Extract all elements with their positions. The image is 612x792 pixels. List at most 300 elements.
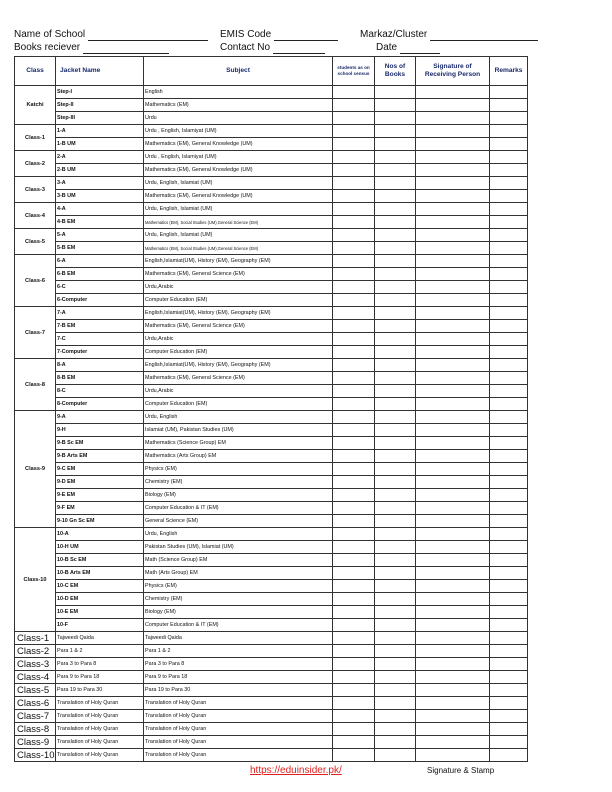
- students-cell[interactable]: [333, 736, 375, 749]
- signature-cell[interactable]: [416, 489, 490, 502]
- signature-cell[interactable]: [416, 190, 490, 203]
- jacket-cell: 7-Computer: [56, 346, 144, 359]
- col-header-class: Class: [15, 57, 56, 86]
- col-header-books: Nos of Books: [375, 57, 416, 86]
- books-cell[interactable]: [375, 749, 416, 762]
- signature-cell[interactable]: [416, 658, 490, 671]
- signature-cell[interactable]: [416, 619, 490, 632]
- students-cell[interactable]: [333, 424, 375, 437]
- header-row-1: [14, 28, 554, 41]
- class-cell: Class-7: [15, 710, 56, 723]
- table-body: [15, 86, 528, 762]
- subject-cell: Translation of Holy Quran: [144, 749, 333, 762]
- books-cell[interactable]: [375, 268, 416, 281]
- remarks-cell[interactable]: [490, 203, 528, 216]
- contact-field[interactable]: [220, 41, 376, 54]
- remarks-cell[interactable]: [490, 86, 528, 99]
- remarks-cell[interactable]: [490, 593, 528, 606]
- remarks-cell[interactable]: [490, 229, 528, 242]
- table-row: [15, 151, 528, 164]
- remarks-cell[interactable]: [490, 385, 528, 398]
- table-row: [15, 242, 528, 255]
- books-cell[interactable]: [375, 333, 416, 346]
- jacket-cell: Para 9 to Para 18: [56, 671, 144, 684]
- jacket-cell: 9-D EM: [56, 476, 144, 489]
- remarks-cell[interactable]: [490, 255, 528, 268]
- signature-cell[interactable]: [416, 671, 490, 684]
- books-cell[interactable]: [375, 489, 416, 502]
- jacket-cell: 2-A: [56, 151, 144, 164]
- books-cell[interactable]: [375, 697, 416, 710]
- table-row: [15, 333, 528, 346]
- remarks-cell[interactable]: [490, 99, 528, 112]
- students-cell[interactable]: [333, 684, 375, 697]
- books-cell[interactable]: [375, 736, 416, 749]
- books-cell[interactable]: [375, 242, 416, 255]
- table-row: [15, 632, 528, 645]
- jacket-cell: 2-B UM: [56, 164, 144, 177]
- signature-cell[interactable]: [416, 229, 490, 242]
- books-cell[interactable]: [375, 606, 416, 619]
- table-row: [15, 489, 528, 502]
- signature-cell[interactable]: [416, 411, 490, 424]
- books-cell[interactable]: [375, 684, 416, 697]
- class-cell: Class-3: [15, 658, 56, 671]
- jacket-cell: 7-A: [56, 307, 144, 320]
- jacket-cell: 8-B EM: [56, 372, 144, 385]
- books-cell[interactable]: [375, 346, 416, 359]
- signature-cell[interactable]: [416, 242, 490, 255]
- books-cell[interactable]: [375, 138, 416, 151]
- subject-cell: Para 1 & 2: [144, 645, 333, 658]
- students-cell[interactable]: [333, 333, 375, 346]
- remarks-cell[interactable]: [490, 320, 528, 333]
- books-cell[interactable]: [375, 203, 416, 216]
- emis-field[interactable]: [220, 28, 360, 41]
- jacket-cell: 9-B Sc EM: [56, 437, 144, 450]
- jacket-cell: 10-D EM: [56, 593, 144, 606]
- table-row: [15, 606, 528, 619]
- remarks-cell[interactable]: [490, 112, 528, 125]
- class-cell: Class-5: [15, 684, 56, 697]
- students-cell[interactable]: [333, 281, 375, 294]
- table-row: [15, 710, 528, 723]
- subject-cell: Math (Science Group) EM: [144, 554, 333, 567]
- table-header-row: [15, 57, 528, 86]
- table-row: [15, 86, 528, 99]
- signature-cell[interactable]: [416, 528, 490, 541]
- remarks-cell[interactable]: [490, 164, 528, 177]
- books-cell[interactable]: [375, 710, 416, 723]
- signature-cell[interactable]: [416, 255, 490, 268]
- jacket-cell: 9-E EM: [56, 489, 144, 502]
- table-row: [15, 463, 528, 476]
- signature-cell[interactable]: [416, 294, 490, 307]
- books-cell[interactable]: [375, 424, 416, 437]
- signature-cell[interactable]: [416, 723, 490, 736]
- class-cell: Class-9: [15, 411, 56, 528]
- signature-cell[interactable]: [416, 710, 490, 723]
- remarks-cell[interactable]: [490, 333, 528, 346]
- students-cell[interactable]: [333, 515, 375, 528]
- books-cell[interactable]: [375, 255, 416, 268]
- books-cell[interactable]: [375, 398, 416, 411]
- signature-cell[interactable]: [416, 502, 490, 515]
- books-cell[interactable]: [375, 541, 416, 554]
- books-table: [14, 56, 528, 762]
- students-cell[interactable]: [333, 138, 375, 151]
- remarks-cell[interactable]: [490, 346, 528, 359]
- table-row: [15, 671, 528, 684]
- signature-cell[interactable]: [416, 736, 490, 749]
- table-row: [15, 255, 528, 268]
- remarks-cell[interactable]: [490, 567, 528, 580]
- students-cell[interactable]: [333, 242, 375, 255]
- books-cell[interactable]: [375, 476, 416, 489]
- students-cell[interactable]: [333, 697, 375, 710]
- students-cell[interactable]: [333, 671, 375, 684]
- students-cell[interactable]: [333, 593, 375, 606]
- table-row: [15, 203, 528, 216]
- jacket-cell: 6-C: [56, 281, 144, 294]
- col-header-subject: Subject: [144, 57, 333, 86]
- books-cell[interactable]: [375, 567, 416, 580]
- signature-cell[interactable]: [416, 645, 490, 658]
- remarks-cell[interactable]: [490, 138, 528, 151]
- class-cell: Class-2: [15, 151, 56, 177]
- jacket-cell: 8-A: [56, 359, 144, 372]
- jacket-cell: 7-C: [56, 333, 144, 346]
- students-cell[interactable]: [333, 398, 375, 411]
- signature-cell[interactable]: [416, 697, 490, 710]
- students-cell[interactable]: [333, 320, 375, 333]
- signature-cell[interactable]: [416, 632, 490, 645]
- receiver-field[interactable]: [14, 41, 220, 54]
- jacket-cell: 6-A: [56, 255, 144, 268]
- books-cell[interactable]: [375, 580, 416, 593]
- books-cell[interactable]: [375, 177, 416, 190]
- jacket-cell: 10-B Sc EM: [56, 554, 144, 567]
- students-cell[interactable]: [333, 255, 375, 268]
- books-cell[interactable]: [375, 86, 416, 99]
- remarks-cell[interactable]: [490, 411, 528, 424]
- table-row: [15, 216, 528, 229]
- signature-cell[interactable]: [416, 99, 490, 112]
- books-cell[interactable]: [375, 216, 416, 229]
- signature-cell[interactable]: [416, 112, 490, 125]
- books-cell[interactable]: [375, 125, 416, 138]
- signature-cell[interactable]: [416, 125, 490, 138]
- signature-cell[interactable]: [416, 515, 490, 528]
- books-cell[interactable]: [375, 515, 416, 528]
- signature-cell[interactable]: [416, 450, 490, 463]
- subject-cell: Computer Education & IT (EM): [144, 619, 333, 632]
- remarks-cell[interactable]: [490, 606, 528, 619]
- students-cell[interactable]: [333, 99, 375, 112]
- students-cell[interactable]: [333, 463, 375, 476]
- books-cell[interactable]: [375, 359, 416, 372]
- signature-cell[interactable]: [416, 268, 490, 281]
- books-cell[interactable]: [375, 593, 416, 606]
- markaz-line: [430, 30, 538, 41]
- remarks-cell[interactable]: [490, 645, 528, 658]
- jacket-cell: 9-H: [56, 424, 144, 437]
- books-cell[interactable]: [375, 450, 416, 463]
- remarks-cell[interactable]: [490, 463, 528, 476]
- books-cell[interactable]: [375, 437, 416, 450]
- remarks-cell[interactable]: [490, 723, 528, 736]
- jacket-cell: 6-Computer: [56, 294, 144, 307]
- table-row: [15, 268, 528, 281]
- students-cell[interactable]: [333, 619, 375, 632]
- jacket-cell: 4-B EM: [56, 216, 144, 229]
- books-cell[interactable]: [375, 645, 416, 658]
- signature-cell[interactable]: [416, 567, 490, 580]
- markaz-field[interactable]: [360, 28, 554, 41]
- remarks-cell[interactable]: [490, 671, 528, 684]
- students-cell[interactable]: [333, 437, 375, 450]
- students-cell[interactable]: [333, 580, 375, 593]
- books-cell[interactable]: [375, 151, 416, 164]
- remarks-cell[interactable]: [490, 268, 528, 281]
- subject-cell: English,Islamiat(UM), History (EM), Geography (EM): [144, 255, 333, 268]
- remarks-cell[interactable]: [490, 281, 528, 294]
- books-cell[interactable]: [375, 658, 416, 671]
- remarks-cell[interactable]: [490, 398, 528, 411]
- subject-cell: Translation of Holy Quran: [144, 723, 333, 736]
- remarks-cell[interactable]: [490, 476, 528, 489]
- subject-cell: Urdu , English, Islamiyat (UM): [144, 125, 333, 138]
- table-row: [15, 502, 528, 515]
- class-cell: Class-8: [15, 359, 56, 411]
- students-cell[interactable]: [333, 229, 375, 242]
- school-field[interactable]: [14, 28, 220, 41]
- remarks-cell[interactable]: [490, 489, 528, 502]
- books-cell[interactable]: [375, 463, 416, 476]
- students-cell[interactable]: [333, 86, 375, 99]
- books-cell[interactable]: [375, 619, 416, 632]
- remarks-cell[interactable]: [490, 658, 528, 671]
- jacket-cell: Para 19 to Para 30: [56, 684, 144, 697]
- table-row: [15, 385, 528, 398]
- signature-cell[interactable]: [416, 437, 490, 450]
- students-cell[interactable]: [333, 658, 375, 671]
- students-cell[interactable]: [333, 606, 375, 619]
- signature-cell[interactable]: [416, 593, 490, 606]
- books-cell[interactable]: [375, 164, 416, 177]
- class-cell: Class-5: [15, 229, 56, 255]
- signature-cell[interactable]: [416, 320, 490, 333]
- signature-cell[interactable]: [416, 541, 490, 554]
- subject-cell: Urdu , English, Islamiyat (UM): [144, 151, 333, 164]
- students-cell[interactable]: [333, 268, 375, 281]
- books-cell[interactable]: [375, 190, 416, 203]
- subject-cell: Computer Education (EM): [144, 294, 333, 307]
- signature-cell[interactable]: [416, 151, 490, 164]
- students-cell[interactable]: [333, 411, 375, 424]
- students-cell[interactable]: [333, 125, 375, 138]
- books-cell[interactable]: [375, 502, 416, 515]
- table-row: [15, 554, 528, 567]
- signature-cell[interactable]: [416, 138, 490, 151]
- students-cell[interactable]: [333, 164, 375, 177]
- remarks-cell[interactable]: [490, 515, 528, 528]
- signature-cell[interactable]: [416, 476, 490, 489]
- books-cell[interactable]: [375, 671, 416, 684]
- remarks-cell[interactable]: [490, 554, 528, 567]
- remarks-cell[interactable]: [490, 632, 528, 645]
- students-cell[interactable]: [333, 385, 375, 398]
- jacket-cell: 1-A: [56, 125, 144, 138]
- remarks-cell[interactable]: [490, 372, 528, 385]
- books-cell[interactable]: [375, 99, 416, 112]
- signature-cell[interactable]: [416, 177, 490, 190]
- signature-cell[interactable]: [416, 554, 490, 567]
- signature-cell[interactable]: [416, 398, 490, 411]
- books-cell[interactable]: [375, 411, 416, 424]
- remarks-cell[interactable]: [490, 710, 528, 723]
- jacket-cell: 9-10 Gn Sc EM: [56, 515, 144, 528]
- books-cell[interactable]: [375, 112, 416, 125]
- signature-cell[interactable]: [416, 424, 490, 437]
- signature-cell[interactable]: [416, 385, 490, 398]
- jacket-cell: 10-H UM: [56, 541, 144, 554]
- students-cell[interactable]: [333, 710, 375, 723]
- remarks-cell[interactable]: [490, 359, 528, 372]
- remarks-cell[interactable]: [490, 294, 528, 307]
- students-cell[interactable]: [333, 177, 375, 190]
- jacket-cell: Translation of Holy Quran: [56, 723, 144, 736]
- students-cell[interactable]: [333, 372, 375, 385]
- table-row: [15, 229, 528, 242]
- remarks-cell[interactable]: [490, 125, 528, 138]
- students-cell[interactable]: [333, 216, 375, 229]
- remarks-cell[interactable]: [490, 242, 528, 255]
- students-cell[interactable]: [333, 632, 375, 645]
- books-cell[interactable]: [375, 320, 416, 333]
- remarks-cell[interactable]: [490, 177, 528, 190]
- students-cell[interactable]: [333, 541, 375, 554]
- remarks-cell[interactable]: [490, 736, 528, 749]
- remarks-cell[interactable]: [490, 190, 528, 203]
- signature-cell[interactable]: [416, 333, 490, 346]
- school-line: [88, 30, 208, 41]
- subject-cell: Translation of Holy Quran: [144, 736, 333, 749]
- subject-cell: Physics (EM): [144, 580, 333, 593]
- remarks-cell[interactable]: [490, 528, 528, 541]
- signature-cell[interactable]: [416, 216, 490, 229]
- jacket-cell: Step-III: [56, 112, 144, 125]
- books-cell[interactable]: [375, 528, 416, 541]
- signature-cell[interactable]: [416, 749, 490, 762]
- signature-cell[interactable]: [416, 164, 490, 177]
- table-row: [15, 112, 528, 125]
- remarks-cell[interactable]: [490, 437, 528, 450]
- signature-cell[interactable]: [416, 359, 490, 372]
- signature-cell[interactable]: [416, 307, 490, 320]
- books-cell[interactable]: [375, 229, 416, 242]
- students-cell[interactable]: [333, 307, 375, 320]
- signature-cell[interactable]: [416, 606, 490, 619]
- books-cell[interactable]: [375, 294, 416, 307]
- signature-cell[interactable]: [416, 684, 490, 697]
- remarks-cell[interactable]: [490, 749, 528, 762]
- students-cell[interactable]: [333, 294, 375, 307]
- header-row-2: [14, 41, 554, 54]
- jacket-cell: Translation of Holy Quran: [56, 749, 144, 762]
- books-cell[interactable]: [375, 372, 416, 385]
- subject-cell: Pakistan Studies (UM), Islamiat (UM): [144, 541, 333, 554]
- books-cell[interactable]: [375, 554, 416, 567]
- students-cell[interactable]: [333, 528, 375, 541]
- remarks-cell[interactable]: [490, 307, 528, 320]
- books-cell[interactable]: [375, 632, 416, 645]
- remarks-cell[interactable]: [490, 684, 528, 697]
- students-cell[interactable]: [333, 151, 375, 164]
- table-row: [15, 476, 528, 489]
- class-cell: Class-8: [15, 723, 56, 736]
- students-cell[interactable]: [333, 190, 375, 203]
- signature-cell[interactable]: [416, 281, 490, 294]
- students-cell[interactable]: [333, 567, 375, 580]
- remarks-cell[interactable]: [490, 541, 528, 554]
- class-cell: Katchi: [15, 86, 56, 125]
- remarks-cell[interactable]: [490, 216, 528, 229]
- remarks-cell[interactable]: [490, 450, 528, 463]
- signature-cell[interactable]: [416, 463, 490, 476]
- students-cell[interactable]: [333, 723, 375, 736]
- signature-cell[interactable]: [416, 580, 490, 593]
- students-cell[interactable]: [333, 645, 375, 658]
- students-cell[interactable]: [333, 489, 375, 502]
- signature-cell[interactable]: [416, 86, 490, 99]
- students-cell[interactable]: [333, 450, 375, 463]
- website-link[interactable]: https://eduinsider.pk/: [250, 765, 342, 776]
- signature-cell[interactable]: [416, 203, 490, 216]
- students-cell[interactable]: [333, 346, 375, 359]
- subject-cell: Translation of Holy Quran: [144, 710, 333, 723]
- students-cell[interactable]: [333, 554, 375, 567]
- jacket-cell: 1-B UM: [56, 138, 144, 151]
- subject-cell: Para 9 to Para 18: [144, 671, 333, 684]
- signature-cell[interactable]: [416, 372, 490, 385]
- students-cell[interactable]: [333, 476, 375, 489]
- signature-cell[interactable]: [416, 346, 490, 359]
- jacket-cell: Para 3 to Para 8: [56, 658, 144, 671]
- books-cell[interactable]: [375, 307, 416, 320]
- students-cell[interactable]: [333, 203, 375, 216]
- class-cell: Class-4: [15, 671, 56, 684]
- remarks-cell[interactable]: [490, 502, 528, 515]
- books-cell[interactable]: [375, 385, 416, 398]
- jacket-cell: 7-B EM: [56, 320, 144, 333]
- remarks-cell[interactable]: [490, 697, 528, 710]
- subject-cell: Mathematics (EM): [144, 99, 333, 112]
- remarks-cell[interactable]: [490, 424, 528, 437]
- remarks-cell[interactable]: [490, 619, 528, 632]
- students-cell[interactable]: [333, 359, 375, 372]
- books-cell[interactable]: [375, 281, 416, 294]
- subject-cell: English: [144, 86, 333, 99]
- students-cell[interactable]: [333, 749, 375, 762]
- remarks-cell[interactable]: [490, 151, 528, 164]
- col-header-students: students as on school census: [333, 57, 375, 86]
- students-cell[interactable]: [333, 502, 375, 515]
- date-field[interactable]: [376, 41, 496, 54]
- remarks-cell[interactable]: [490, 580, 528, 593]
- students-cell[interactable]: [333, 112, 375, 125]
- books-cell[interactable]: [375, 723, 416, 736]
